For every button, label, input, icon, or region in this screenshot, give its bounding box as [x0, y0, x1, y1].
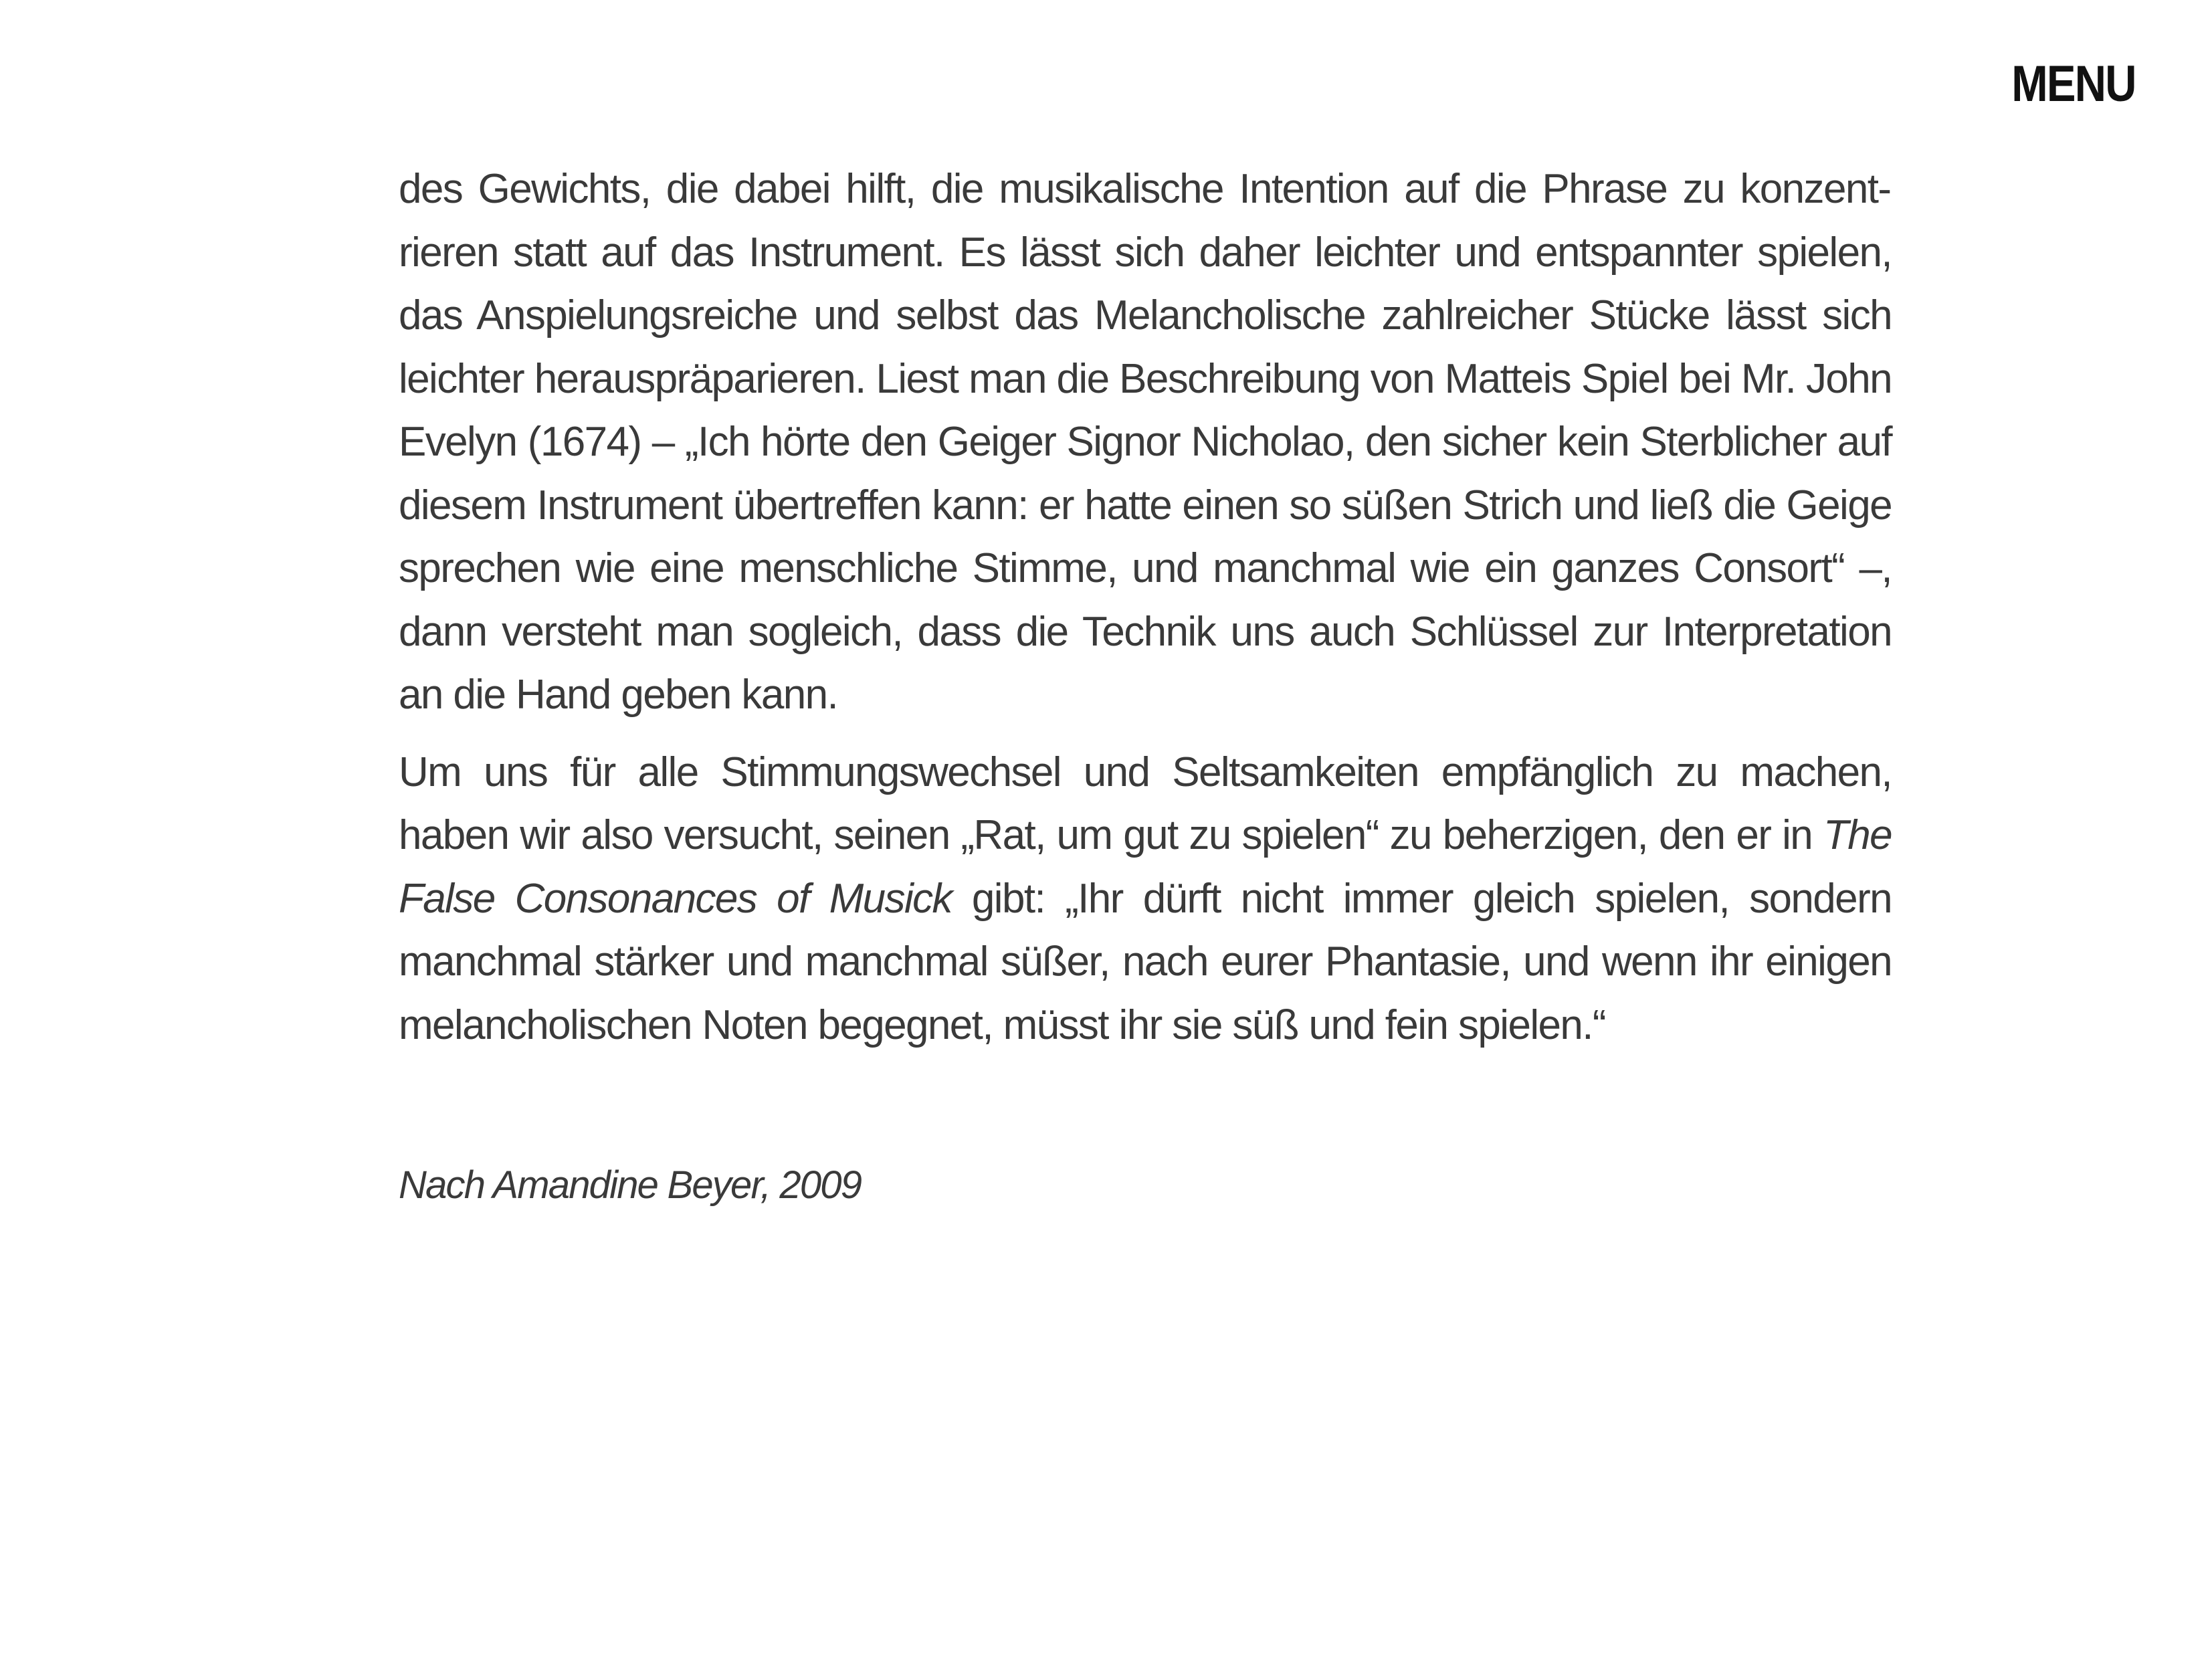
body-paragraph-1: des Gewichts, die dabei hilft, die musikalische Intention auf die Phrase zu konzentrieren statt auf das Instrument. Es lässt sich daher leichter und entspannter spielen, das Anspielungsreiche und selbst das Melancholische zahlreicher Stücke lässt sich leichter herauspräparieren. Liest man die Beschreibung von Matteis Spiel bei Mr. John Evelyn (1674) – „Ich hörte den Geiger Signor Nicholao, den sicher kein Sterblicher auf diesem Instrument übertreffen kann: er hatte einen so süßen Strich und ließ die Geige sprechen wie eine menschliche Stimme, und manchmal wie ein ganzes Consort“ –, dann versteht man sogleich, dass die Technik uns auch Schlüssel zur Interpretation an die Hand geben kann.: [399, 166, 1892, 718]
paragraph-2-text-end: gibt: „Ihr dürft nicht immer gleich spielen, sondern manchmal stärker und manchmal süßer, nach eurer Phantasie, und wenn ihr einigen melancholischen Noten begegnet, müsst ihr sie süß und fein spielen.“: [399, 875, 1892, 1048]
article-body: [399, 158, 1892, 1057]
work-title: The False Consonances of Musick: [399, 812, 1892, 922]
body-paragraph-2: [399, 741, 1892, 1058]
menu-button[interactable]: MENU: [2011, 56, 2136, 112]
paragraph-2-text-start: Um uns für alle Stimmungswechsel und Seltsamkeiten empfänglich zu machen, haben wir also versucht, seinen „Rat, um gut zu spielen“ zu beherzigen, den er in: [399, 749, 1892, 858]
attribution: Nach Amandine Beyer, 2009: [399, 1163, 862, 1207]
